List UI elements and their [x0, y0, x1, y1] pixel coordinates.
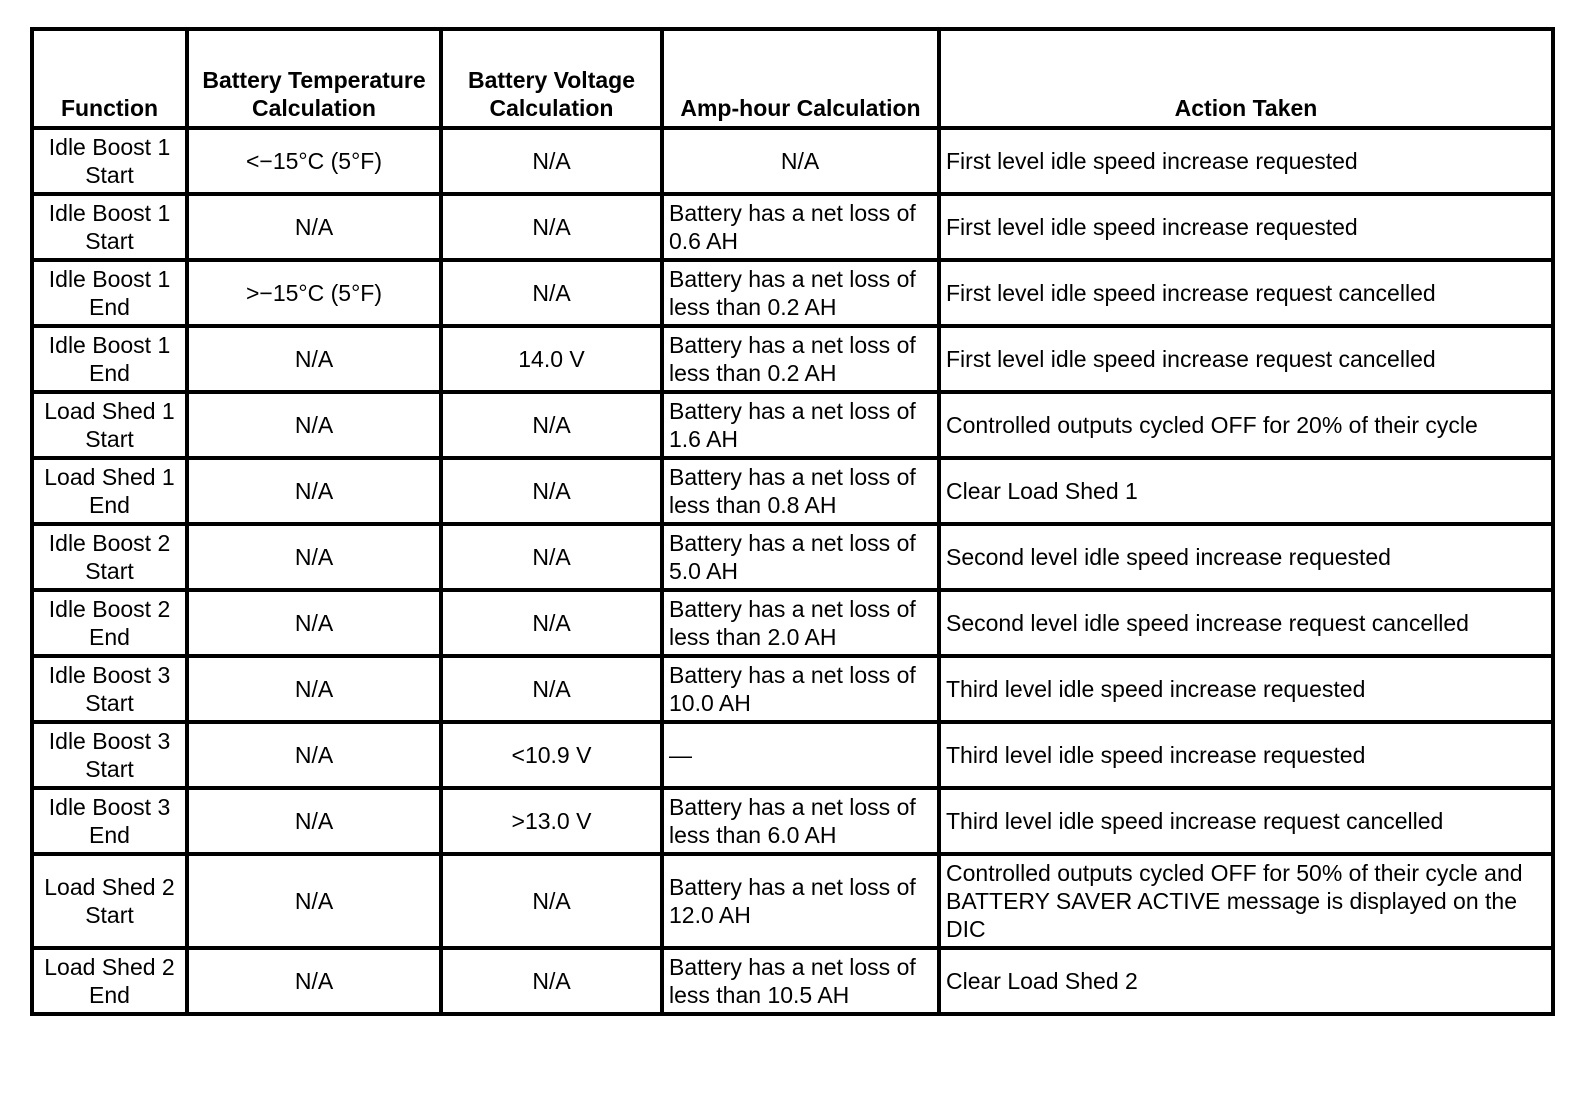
- cell-function: Idle Boost 2 Start: [32, 524, 187, 590]
- cell-voltage: >13.0 V: [441, 788, 662, 854]
- cell-amp-hour: Battery has a net loss of less than 6.0 AH: [662, 788, 939, 854]
- cell-action: Second level idle speed increase requested: [939, 524, 1553, 590]
- battery-management-table-container: [30, 27, 1555, 1016]
- cell-action: Third level idle speed increase requested: [939, 656, 1553, 722]
- cell-function: Load Shed 2 End: [32, 948, 187, 1014]
- cell-temperature: N/A: [187, 854, 441, 948]
- header-function: Function: [32, 29, 187, 128]
- cell-voltage: N/A: [441, 458, 662, 524]
- cell-action: Controlled outputs cycled OFF for 20% of their cycle: [939, 392, 1553, 458]
- cell-amp-hour: Battery has a net loss of 5.0 AH: [662, 524, 939, 590]
- cell-amp-hour: Battery has a net loss of 1.6 AH: [662, 392, 939, 458]
- cell-temperature: N/A: [187, 948, 441, 1014]
- cell-function: Load Shed 1 Start: [32, 392, 187, 458]
- cell-amp-hour: Battery has a net loss of 12.0 AH: [662, 854, 939, 948]
- header-row: [32, 29, 1553, 128]
- table-row: [32, 524, 1553, 590]
- battery-management-table: [30, 27, 1555, 1016]
- table-row: [32, 194, 1553, 260]
- cell-voltage: <10.9 V: [441, 722, 662, 788]
- cell-function: Idle Boost 1 End: [32, 260, 187, 326]
- table-row: [32, 722, 1553, 788]
- table-row: [32, 458, 1553, 524]
- cell-temperature: N/A: [187, 722, 441, 788]
- table-row: [32, 590, 1553, 656]
- table-row: [32, 392, 1553, 458]
- cell-temperature: N/A: [187, 524, 441, 590]
- header-battery-voltage: Battery Voltage Calculation: [441, 29, 662, 128]
- cell-temperature: N/A: [187, 326, 441, 392]
- cell-amp-hour: Battery has a net loss of less than 0.8 AH: [662, 458, 939, 524]
- cell-temperature: N/A: [187, 392, 441, 458]
- cell-amp-hour: Battery has a net loss of less than 10.5 AH: [662, 948, 939, 1014]
- cell-voltage: N/A: [441, 128, 662, 194]
- cell-action: Third level idle speed increase requested: [939, 722, 1553, 788]
- cell-action: Second level idle speed increase request cancelled: [939, 590, 1553, 656]
- cell-action: Clear Load Shed 2: [939, 948, 1553, 1014]
- cell-temperature: N/A: [187, 590, 441, 656]
- cell-voltage: N/A: [441, 854, 662, 948]
- header-battery-temperature: Battery Temperature Calculation: [187, 29, 441, 128]
- cell-function: Idle Boost 2 End: [32, 590, 187, 656]
- cell-function: Idle Boost 3 End: [32, 788, 187, 854]
- cell-voltage: N/A: [441, 656, 662, 722]
- cell-voltage: N/A: [441, 260, 662, 326]
- cell-voltage: N/A: [441, 948, 662, 1014]
- table-row: [32, 854, 1553, 948]
- cell-amp-hour: Battery has a net loss of less than 0.2 AH: [662, 260, 939, 326]
- cell-voltage: 14.0 V: [441, 326, 662, 392]
- cell-action: Clear Load Shed 1: [939, 458, 1553, 524]
- cell-temperature: N/A: [187, 194, 441, 260]
- cell-amp-hour: Battery has a net loss of less than 0.2 AH: [662, 326, 939, 392]
- cell-function: Idle Boost 3 Start: [32, 722, 187, 788]
- cell-function: Load Shed 2 Start: [32, 854, 187, 948]
- cell-voltage: N/A: [441, 194, 662, 260]
- cell-temperature: N/A: [187, 788, 441, 854]
- header-amp-hour: Amp-hour Calculation: [662, 29, 939, 128]
- cell-voltage: N/A: [441, 392, 662, 458]
- cell-amp-hour: N/A: [662, 128, 939, 194]
- cell-amp-hour: Battery has a net loss of 0.6 AH: [662, 194, 939, 260]
- cell-action: Controlled outputs cycled OFF for 50% of their cycle and BATTERY SAVER ACTIVE message is displayed on the DIC: [939, 854, 1553, 948]
- cell-temperature: N/A: [187, 458, 441, 524]
- cell-amp-hour: Battery has a net loss of 10.0 AH: [662, 656, 939, 722]
- table-row: [32, 656, 1553, 722]
- cell-function: Idle Boost 3 Start: [32, 656, 187, 722]
- cell-temperature: N/A: [187, 656, 441, 722]
- table-row: [32, 788, 1553, 854]
- table-row: [32, 326, 1553, 392]
- cell-amp-hour: —: [662, 722, 939, 788]
- table-row: [32, 948, 1553, 1014]
- table-row: [32, 128, 1553, 194]
- cell-action: First level idle speed increase requested: [939, 128, 1553, 194]
- cell-amp-hour: Battery has a net loss of less than 2.0 AH: [662, 590, 939, 656]
- cell-temperature: >−15°C (5°F): [187, 260, 441, 326]
- header-action-taken: Action Taken: [939, 29, 1553, 128]
- cell-action: Third level idle speed increase request cancelled: [939, 788, 1553, 854]
- cell-action: First level idle speed increase requested: [939, 194, 1553, 260]
- cell-action: First level idle speed increase request cancelled: [939, 260, 1553, 326]
- cell-function: Idle Boost 1 Start: [32, 194, 187, 260]
- cell-voltage: N/A: [441, 524, 662, 590]
- cell-function: Load Shed 1 End: [32, 458, 187, 524]
- cell-function: Idle Boost 1 Start: [32, 128, 187, 194]
- cell-temperature: <−15°C (5°F): [187, 128, 441, 194]
- cell-action: First level idle speed increase request cancelled: [939, 326, 1553, 392]
- table-row: [32, 260, 1553, 326]
- cell-voltage: N/A: [441, 590, 662, 656]
- cell-function: Idle Boost 1 End: [32, 326, 187, 392]
